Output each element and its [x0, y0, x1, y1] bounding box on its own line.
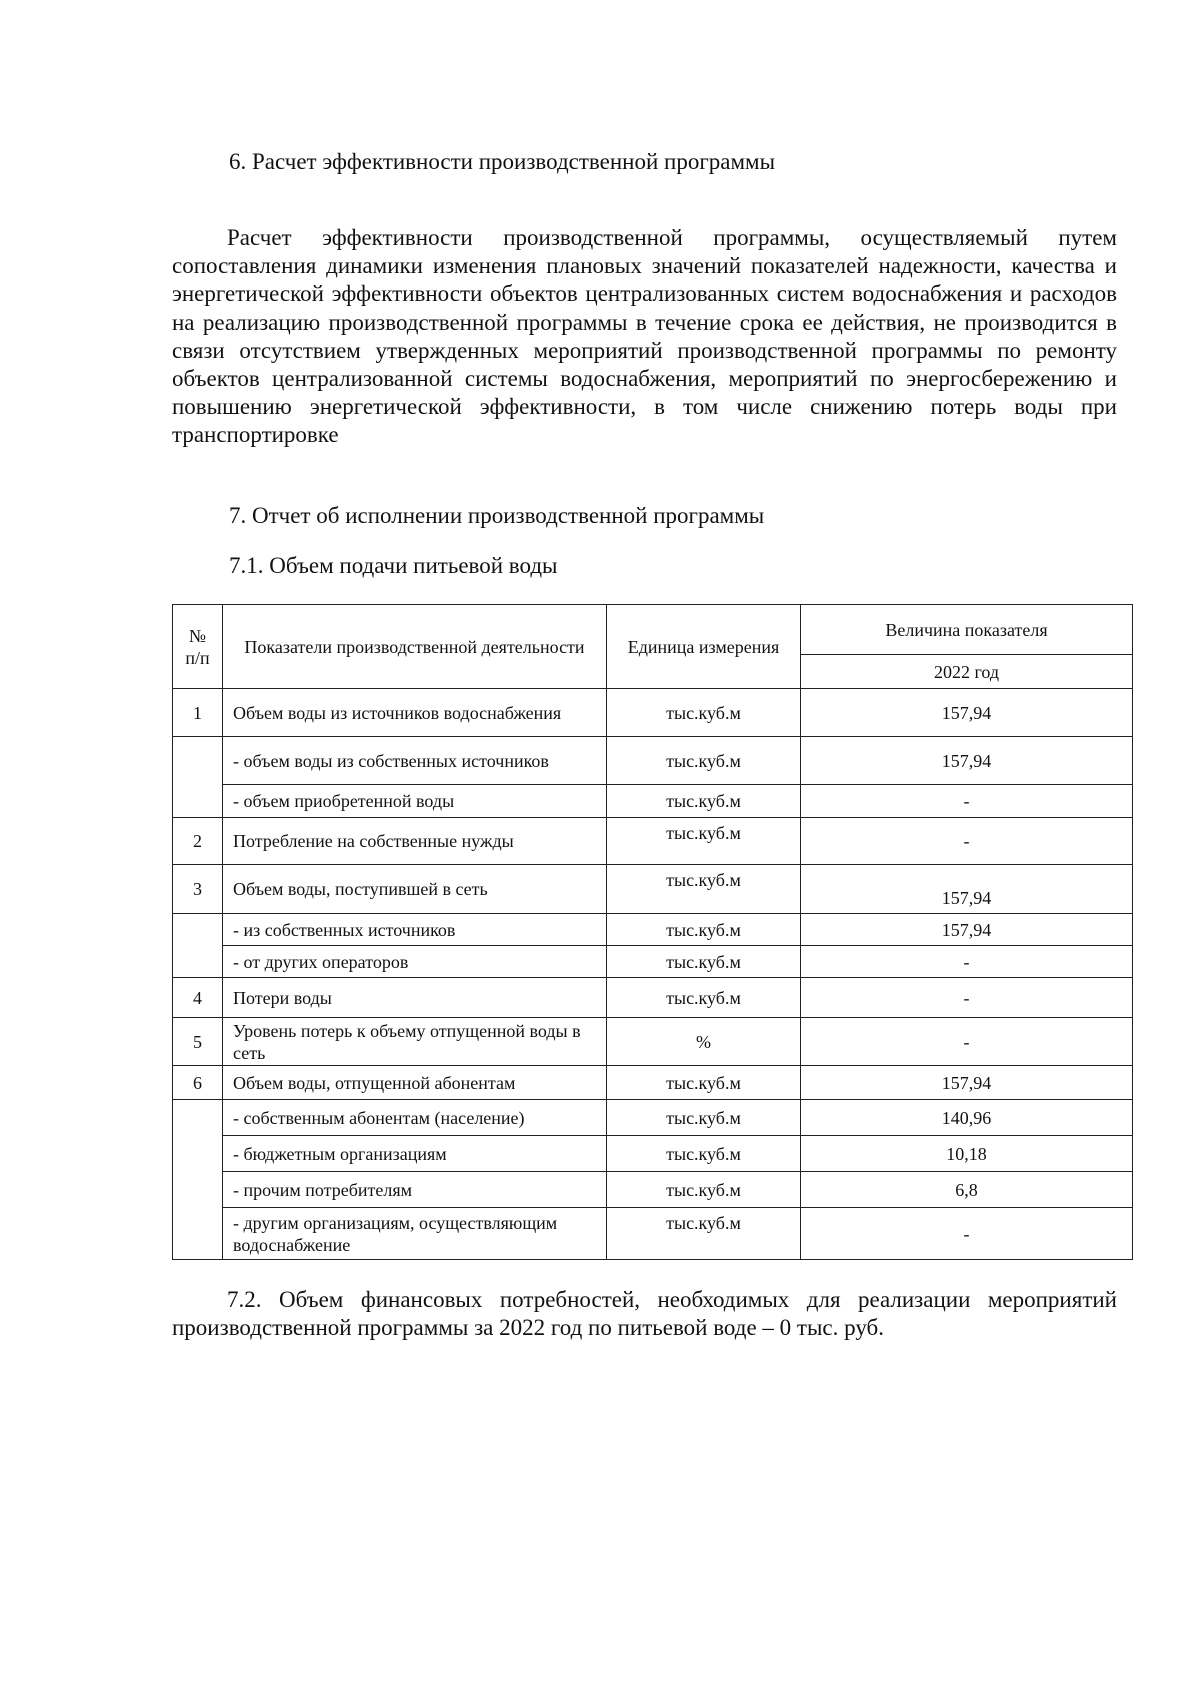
row-unit: тыс.куб.м	[607, 865, 801, 914]
row-value: 140,96	[801, 1100, 1133, 1136]
row-unit: тыс.куб.м	[607, 818, 801, 865]
row-value: -	[801, 818, 1133, 865]
row-num: 6	[173, 1066, 223, 1100]
section-6-paragraph: Расчет эффективности производственной программы, осуществляемый путем сопоставления динамики изменения плановых значений показателей надежности, качества и энергетической эффективности объектов централизованных систем водоснабжения и расходов на реализацию производственной программы в течение срока ее действия, не производится в связи отсутствием утвержденных мероприятий производственной программы по ремонту объектов централизованной системы водоснабжения, мероприятий по энергосбережению и повышению энергетической эффективности, в том числе снижению потерь воды при транспортировке	[172, 225, 1117, 448]
row-name: - от других операторов	[223, 946, 607, 978]
table-row	[173, 865, 1133, 914]
header-value: Величина показателя	[801, 605, 1133, 655]
row-num: 2	[173, 818, 223, 865]
row-num: 4	[173, 978, 223, 1018]
row-unit: тыс.куб.м	[607, 946, 801, 978]
row-unit: тыс.куб.м	[607, 978, 801, 1018]
row-value: 10,18	[801, 1136, 1133, 1172]
table-row	[173, 978, 1133, 1018]
table-row	[173, 1208, 1133, 1260]
row-name: Потребление на собственные нужды	[223, 818, 607, 865]
table-row	[173, 1018, 1133, 1066]
row-num	[173, 737, 223, 818]
row-name: - объем приобретенной воды	[223, 785, 607, 818]
row-unit: тыс.куб.м	[607, 785, 801, 818]
row-name: Объем воды, поступившей в сеть	[223, 865, 607, 914]
row-value: -	[801, 1208, 1133, 1260]
row-num: 5	[173, 1018, 223, 1066]
header-indicator: Показатели производственной деятельности	[223, 605, 607, 689]
table-row	[173, 1100, 1133, 1136]
row-value: 157,94	[801, 914, 1133, 946]
section-6-heading: 6. Расчет эффективности производственной программы	[229, 149, 776, 174]
header-num: № п/п	[173, 605, 223, 689]
section-7-heading: 7. Отчет об исполнении производственной программы	[229, 503, 765, 528]
row-name: Потери воды	[223, 978, 607, 1018]
row-num	[173, 1100, 223, 1260]
section-7-2-paragraph: 7.2. Объем финансовых потребностей, необходимых для реализации мероприятий производственной программы за 2022 год по питьевой воде – 0 тыс. руб.	[172, 1287, 1117, 1341]
row-value: -	[801, 978, 1133, 1018]
row-unit: тыс.куб.м	[607, 1208, 801, 1260]
header-unit: Единица измерения	[607, 605, 801, 689]
row-num	[173, 914, 223, 978]
row-value: -	[801, 785, 1133, 818]
row-name: - прочим потребителям	[223, 1172, 607, 1208]
row-name: - бюджетным организациям	[223, 1136, 607, 1172]
row-num: 3	[173, 865, 223, 914]
row-name: Объем воды, отпущенной абонентам	[223, 1066, 607, 1100]
water-supply-table	[172, 604, 1133, 1260]
row-value: -	[801, 1018, 1133, 1066]
header-year: 2022 год	[801, 655, 1133, 689]
row-unit: тыс.куб.м	[607, 1136, 801, 1172]
row-unit: тыс.куб.м	[607, 1066, 801, 1100]
row-name: Уровень потерь к объему отпущенной воды в сеть	[223, 1018, 607, 1066]
row-value: 157,94	[801, 865, 1133, 914]
row-name: - собственным абонентам (население)	[223, 1100, 607, 1136]
row-name: Объем воды из источников водоснабжения	[223, 689, 607, 737]
table-row	[173, 818, 1133, 865]
table-row	[173, 1172, 1133, 1208]
table-row	[173, 689, 1133, 737]
row-unit: тыс.куб.м	[607, 1100, 801, 1136]
table-row	[173, 946, 1133, 978]
row-unit: %	[607, 1018, 801, 1066]
row-name: - другим организациям, осуществляющим водоснабжение	[223, 1208, 607, 1260]
table-row	[173, 914, 1133, 946]
row-name: - объем воды из собственных источников	[223, 737, 607, 785]
table-row	[173, 1066, 1133, 1100]
row-value: 6,8	[801, 1172, 1133, 1208]
row-unit: тыс.куб.м	[607, 1172, 801, 1208]
row-value: 157,94	[801, 737, 1133, 785]
table-row	[173, 1136, 1133, 1172]
section-7-1-heading: 7.1. Объем подачи питьевой воды	[229, 553, 558, 578]
table-row	[173, 737, 1133, 785]
table-row	[173, 785, 1133, 818]
row-value: 157,94	[801, 689, 1133, 737]
row-num: 1	[173, 689, 223, 737]
row-value: -	[801, 946, 1133, 978]
row-unit: тыс.куб.м	[607, 689, 801, 737]
row-name: - из собственных источников	[223, 914, 607, 946]
row-value: 157,94	[801, 1066, 1133, 1100]
row-unit: тыс.куб.м	[607, 914, 801, 946]
row-unit: тыс.куб.м	[607, 737, 801, 785]
